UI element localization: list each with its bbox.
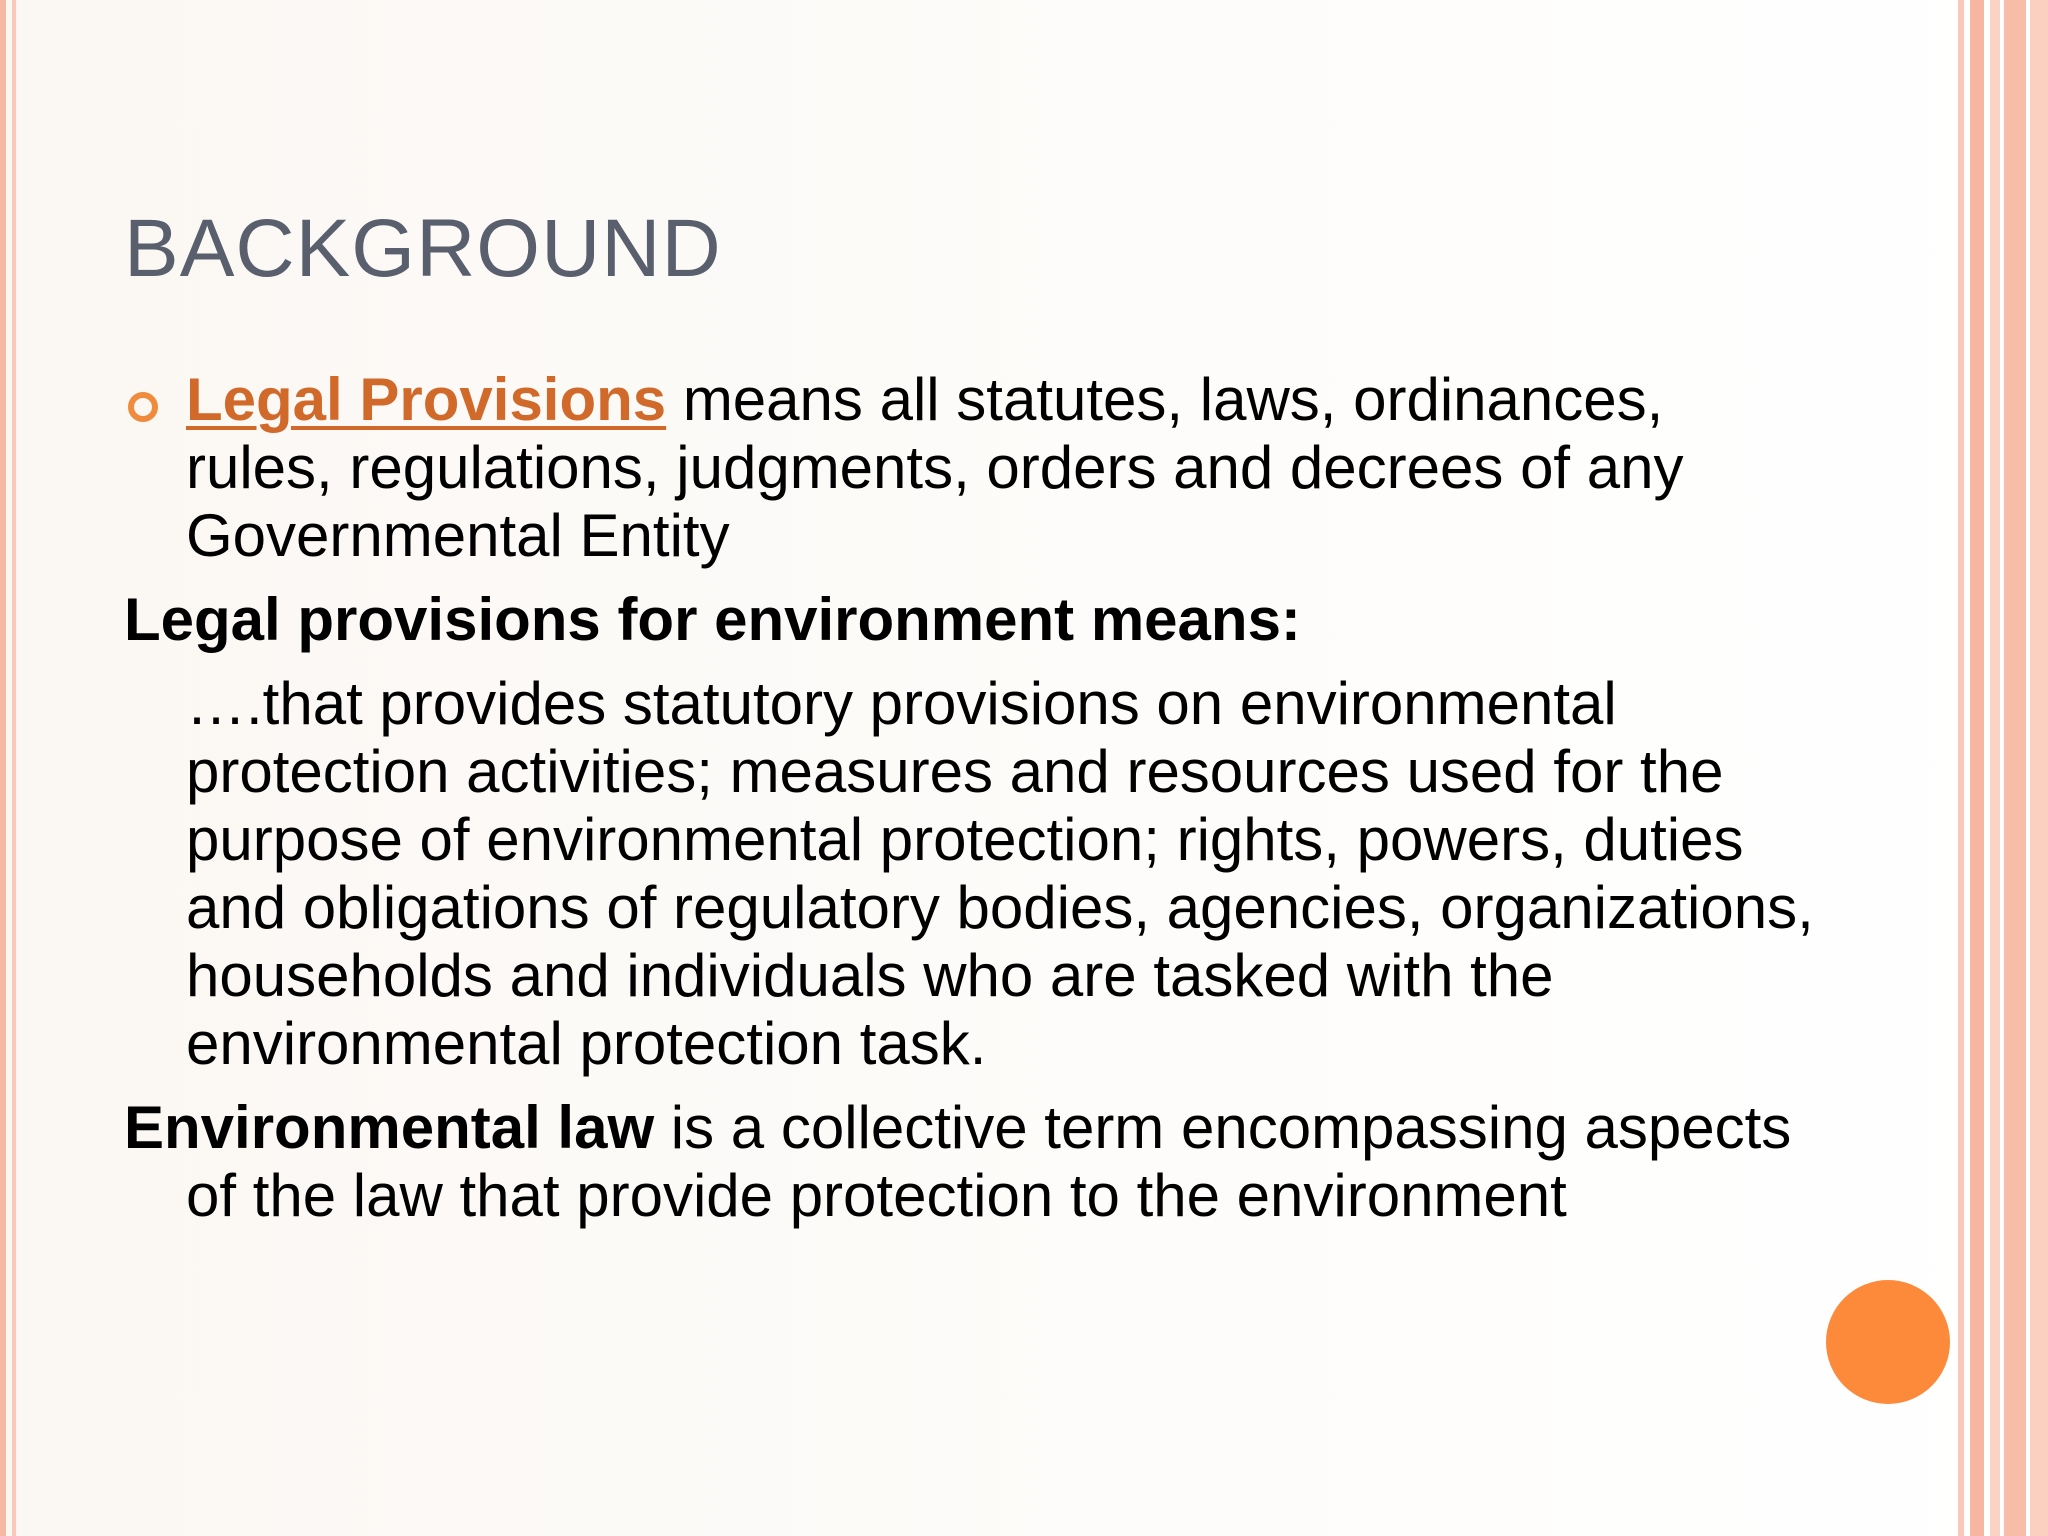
right-stripe-3	[1990, 0, 2000, 1536]
detail-paragraph: ….that provides statutory provisions on environmental protection activities; measures and resources used for the purpose of environmental protection; rights, powers, duties and obligations of regulatory bodies, agencies, organizations, households and individuals who are tasked with the environmental protection task.	[186, 670, 1814, 1077]
right-stripe-2	[1970, 0, 1984, 1536]
definition-term: Environmental law	[124, 1094, 655, 1161]
bullet-text: means all statutes, laws, ordinances, rules, regulations, judgments, orders and decrees of any Governmental Entity	[186, 366, 1684, 569]
left-stripe-outer	[0, 0, 6, 1536]
hollow-circle-bullet-icon	[128, 392, 158, 422]
right-stripe-1	[1958, 0, 1964, 1536]
slide-content	[124, 366, 1824, 1230]
legal-provisions-link[interactable]: Legal Provisions	[186, 366, 667, 433]
subheading: Legal provisions for environment means:	[124, 586, 1301, 653]
definition-text: is a collective term encompassing aspects of the law that provide protection to the environment	[186, 1094, 1792, 1229]
orange-circle-decoration	[1826, 1280, 1950, 1404]
bullet-paragraph	[124, 366, 1824, 570]
slide-title: BACKGROUND	[124, 203, 722, 294]
definition-paragraph	[124, 1094, 1824, 1230]
right-stripe-5	[2030, 0, 2048, 1536]
right-stripe-4	[2004, 0, 2026, 1536]
left-stripe-inner	[12, 0, 16, 1536]
